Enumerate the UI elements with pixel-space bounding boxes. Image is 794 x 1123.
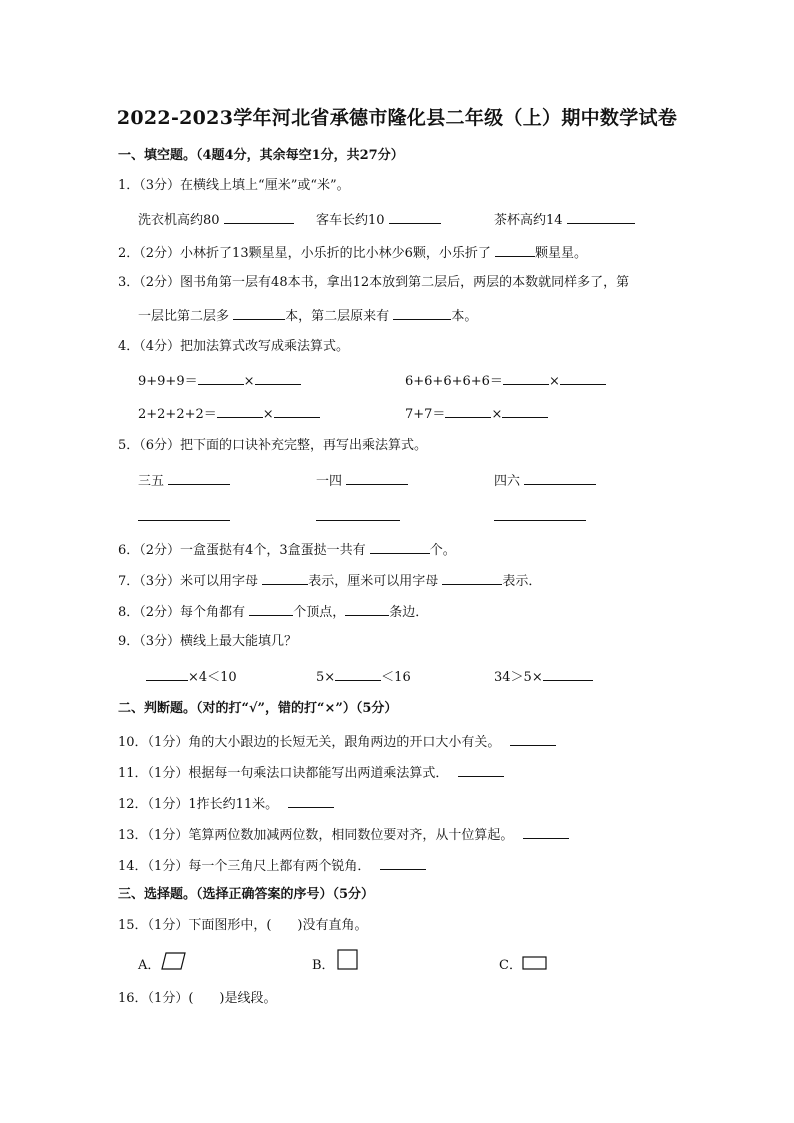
answer-blank[interactable] [168,472,230,485]
answer-blank[interactable] [217,405,263,418]
question-1-item-b [316,211,441,229]
answer-blank[interactable] [442,572,502,585]
section-heading-multiple-choice: 三、选择题。（选择正确答案的序号）（5分） [118,887,375,902]
question-5-item-c [494,472,596,490]
expression: 9+9+9＝ [138,374,198,389]
answer-blank[interactable] [346,472,408,485]
question-2-text: 2．（2分）小林折了13颗星星，小乐折的比小林少6颗，小乐折了 [118,246,491,261]
expression: 6+6+6+6+6＝ [405,374,503,389]
question-7 [118,572,541,590]
inequality: 5× [316,670,336,685]
question-4-expr-3 [138,405,320,423]
question-7-text: 7．（3分）米可以用字母 [118,574,259,589]
answer-blank[interactable] [524,472,596,485]
option-a-label[interactable]: A． [138,958,161,973]
parallelogram-icon [160,950,188,972]
question-1-item-c-label: 茶杯高约14 [494,213,563,228]
question-13 [118,826,569,844]
question-13-text: 13．（1分）笔算两位数加减两位数，相同数位要对齐，从十位算起。 [118,828,514,843]
question-6 [118,541,456,559]
question-5-item-a [138,472,230,490]
question-4-expr-2 [405,372,606,390]
question-15-stem: 15．（1分）下面图形中，( )没有直角。 [118,918,368,933]
question-2-text-end: 颗星星。 [535,246,588,261]
answer-blank[interactable] [494,508,586,521]
answer-blank[interactable] [380,857,426,870]
option-b-label[interactable]: B． [312,958,335,973]
section-heading-true-false: 二、判断题。（对的打“√”，错的打“×”）（5分） [118,701,398,716]
question-1-item-a [138,211,294,229]
question-5-stem: 5．（6分）把下面的口诀补充完整，再写出乘法算式。 [118,438,428,453]
answer-blank[interactable] [510,733,556,746]
inequality: 34＞5× [494,670,543,685]
question-11 [118,764,504,782]
answer-blank[interactable] [567,211,635,224]
answer-blank[interactable] [502,405,548,418]
square-icon [336,948,360,972]
question-9-stem: 9．（3分）横线上最大能填几？ [118,634,298,649]
answer-blank[interactable] [255,372,301,385]
question-3-text-b: 本，第二层原来有 [285,309,390,324]
expression: 2+2+2+2＝ [138,407,217,422]
answer-blank[interactable] [249,603,293,616]
question-9-item-b [316,668,411,686]
answer-blank[interactable] [198,372,244,385]
question-5-line-b [316,508,400,526]
rhyme-label: 三五 [138,474,165,489]
question-8-text: 8．（2分）每个角都有 [118,605,246,620]
question-12-text: 12．（1分）1拃长约11米。 [118,797,279,812]
question-10 [118,733,556,751]
question-8-text-end: 条边． [389,605,429,620]
answer-blank[interactable] [503,372,549,385]
rectangle-icon [521,955,549,972]
question-6-text-end: 个。 [429,543,456,558]
answer-blank[interactable] [560,372,606,385]
page-title: 2022-2023学年河北省承德市隆化县二年级（上）期中数学试卷 [116,107,678,129]
answer-blank[interactable] [370,541,430,554]
question-4-expr-1 [138,372,301,390]
answer-blank[interactable] [458,764,504,777]
times-sign: × [548,374,560,389]
question-2 [118,244,587,262]
answer-blank[interactable] [262,572,308,585]
question-12 [118,795,334,813]
question-9-item-c [494,668,593,686]
question-7-text-end: 表示． [502,574,542,589]
expression: 7+7＝ [405,407,446,422]
question-5-line-c [494,508,586,526]
question-4-expr-4 [405,405,548,423]
answer-blank[interactable] [543,668,593,681]
question-9-item-a [146,668,237,686]
answer-blank[interactable] [335,668,381,681]
question-5-line-a [138,508,230,526]
question-6-text: 6．（2分）一盒蛋挞有4个，3盒蛋挞一共有 [118,543,366,558]
question-1-item-a-label: 洗衣机高约80 [138,213,220,228]
answer-blank[interactable] [345,603,389,616]
question-8 [118,603,428,621]
answer-blank[interactable] [288,795,334,808]
inequality: ×4＜10 [188,670,237,685]
question-14-text: 14．（1分）每一个三角尺上都有两个锐角． [118,859,371,874]
question-3-text-c: 本。 [451,309,478,324]
question-4-stem: 4．（4分）把加法算式改写成乘法算式。 [118,339,350,354]
section-heading-fill-blank: 一、填空题。（4题4分，其余每空1分，共27分） [118,148,404,163]
question-1-stem: 1．（3分）在横线上填上“厘米”或“米”。 [118,178,350,193]
answer-blank[interactable] [138,508,230,521]
option-c-label[interactable]: C． [499,958,522,973]
answer-blank[interactable] [316,508,400,521]
inequality-end: ＜16 [381,670,411,685]
question-5-item-b [316,472,408,490]
rhyme-label: 一四 [316,474,343,489]
answer-blank[interactable] [146,668,188,681]
question-8-text-mid: 个顶点， [293,605,346,620]
answer-blank[interactable] [233,307,285,320]
times-sign: × [243,374,255,389]
question-11-text: 11．（1分）根据每一句乘法口诀都能写出两道乘法算式． [118,766,449,781]
answer-blank[interactable] [389,211,441,224]
answer-blank[interactable] [523,826,569,839]
answer-blank[interactable] [393,307,451,320]
times-sign: × [262,407,274,422]
question-16-stem: 16．（1分）( )是线段。 [118,991,277,1006]
question-3-text-a: 一层比第二层多 [138,309,230,324]
times-sign: × [491,407,503,422]
answer-blank[interactable] [274,405,320,418]
answer-blank[interactable] [495,244,535,257]
answer-blank[interactable] [224,211,294,224]
question-10-text: 10．（1分）角的大小跟边的长短无关，跟角两边的开口大小有关。 [118,735,501,750]
question-14 [118,857,426,875]
question-3-line-1: 3．（2分）图书角第一层有48本书，拿出12本放到第二层后，两层的本数就同样多了，第 [118,275,630,290]
question-1-item-c [494,211,635,229]
answer-blank[interactable] [445,405,491,418]
question-1-item-b-label: 客车长约10 [316,213,385,228]
question-3-line-2 [138,307,477,325]
question-7-text-mid: 表示，厘米可以用字母 [308,574,439,589]
rhyme-label: 四六 [494,474,521,489]
